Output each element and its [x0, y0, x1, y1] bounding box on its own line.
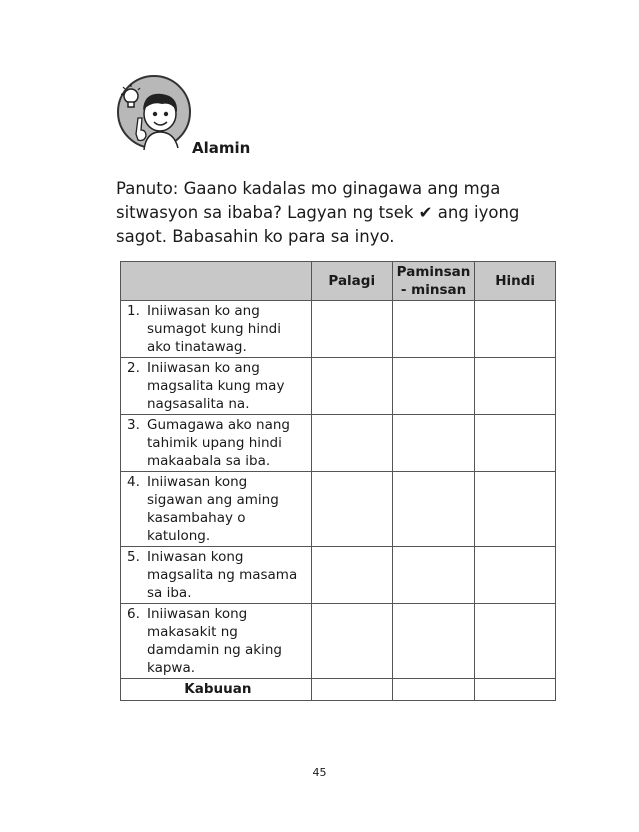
palagi-cell[interactable]: [311, 415, 392, 472]
instructions-line-3: sagot. Babasahin ko para sa inyo.: [116, 227, 395, 246]
item-number: 5.: [127, 549, 140, 565]
header-palagi: Palagi: [311, 262, 392, 301]
paminsan-minsan-total-cell[interactable]: [392, 679, 475, 701]
item-number: 3.: [127, 417, 140, 433]
item-cell: [121, 472, 312, 547]
boy-idea-avatar-icon: [116, 74, 192, 150]
hindi-total-cell[interactable]: [475, 679, 556, 701]
total-label: Kabuuan: [121, 679, 312, 701]
item-text: Gumagawa ako nang tahimik upang hindi makaabala sa iba.: [147, 417, 291, 469]
palagi-cell[interactable]: [311, 604, 392, 679]
hindi-cell[interactable]: [475, 472, 556, 547]
table-row: [121, 358, 556, 415]
item-text: Iniiwasan kong sigawan ang aming kasambahay o katulong.: [147, 474, 279, 544]
header-paminsan-minsan: [392, 262, 475, 301]
item-text: Iniiwasan kong makasakit ng damdamin ng aking kapwa.: [147, 606, 282, 676]
item-text: Iniwasan kong magsalita ng masama sa iba.: [147, 549, 298, 601]
palagi-cell[interactable]: [311, 472, 392, 547]
paminsan-minsan-cell[interactable]: [392, 547, 475, 604]
total-row: [121, 679, 556, 701]
hindi-cell[interactable]: [475, 415, 556, 472]
item-text: Iniiwasan ko ang sumagot kung hindi ako tinatawag.: [147, 303, 281, 355]
table-row: [121, 415, 556, 472]
item-number: 4.: [127, 474, 140, 490]
table-row: [121, 472, 556, 547]
palagi-cell[interactable]: [311, 301, 392, 358]
item-cell: [121, 604, 312, 679]
header-paminsan-line1: Paminsan: [396, 264, 471, 280]
item-number: 6.: [127, 606, 140, 622]
header-item: [121, 262, 312, 301]
header-hindi: Hindi: [475, 262, 556, 301]
hindi-cell[interactable]: [475, 301, 556, 358]
table-header-row: [121, 262, 556, 301]
item-cell: [121, 301, 312, 358]
page-number: 45: [312, 766, 327, 779]
paminsan-minsan-cell[interactable]: [392, 415, 475, 472]
instructions-line-2-start: sitwasyon sa ibaba? Lagyan ng tsek: [116, 203, 419, 222]
item-cell: [121, 547, 312, 604]
item-number: 1.: [127, 303, 140, 319]
item-cell: [121, 415, 312, 472]
paminsan-minsan-cell[interactable]: [392, 358, 475, 415]
paminsan-minsan-cell[interactable]: [392, 301, 475, 358]
item-number: 2.: [127, 360, 140, 376]
hindi-cell[interactable]: [475, 358, 556, 415]
rating-table: [120, 261, 556, 701]
section-title: Alamin: [192, 139, 251, 157]
paminsan-minsan-cell[interactable]: [392, 472, 475, 547]
hindi-cell[interactable]: [475, 604, 556, 679]
paminsan-minsan-cell[interactable]: [392, 604, 475, 679]
table-row: [121, 301, 556, 358]
palagi-cell[interactable]: [311, 547, 392, 604]
header-paminsan-line2: - minsan: [400, 282, 467, 298]
instructions-line-1: Panuto: Gaano kadalas mo ginagawa ang mga: [116, 179, 501, 198]
hindi-cell[interactable]: [475, 547, 556, 604]
item-cell: [121, 358, 312, 415]
palagi-total-cell[interactable]: [311, 679, 392, 701]
item-text: Iniiwasan ko ang magsalita kung may nagsasalita na.: [147, 360, 285, 412]
instructions-line-2: [116, 201, 556, 225]
palagi-cell[interactable]: [311, 358, 392, 415]
table-row: [121, 604, 556, 679]
table-row: [121, 547, 556, 604]
checkmark-icon: ✔: [418, 203, 433, 222]
instructions: [116, 177, 556, 249]
instructions-line-2-end: ang iyong: [432, 203, 520, 222]
